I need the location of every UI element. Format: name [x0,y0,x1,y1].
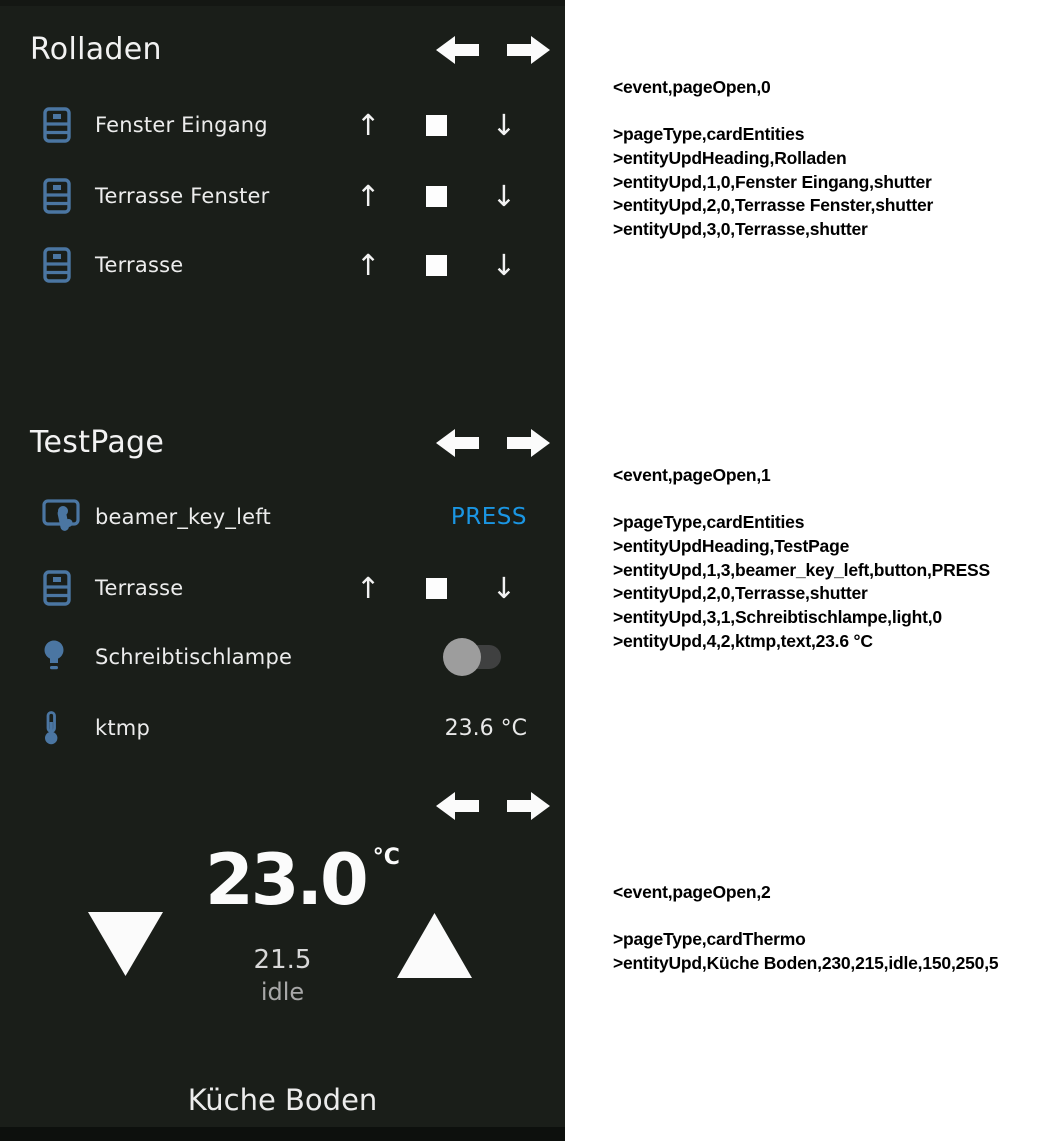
protocol-line [613,488,1043,512]
gesture-tap-button-icon [30,497,95,537]
current-temperature-value: 23.0 [205,839,366,921]
protocol-line: >entityUpd,4,2,ktmp,text,23.6 °C [613,630,873,651]
shutter-up-button[interactable]: ↑ [356,107,381,142]
shutter-stop-button[interactable] [426,578,447,599]
entity-label: Fenster Eingang [95,113,268,137]
screen-top-edge [0,0,565,6]
shutter-down-button[interactable]: ↓ [491,178,516,213]
hvac-state: idle [260,978,305,1006]
temperature-unit: °C [372,845,400,870]
protocol-line: >pageType,cardEntities [613,124,805,145]
nav-arrow-right-icon[interactable] [507,791,551,821]
entity-row [30,103,540,147]
shutter-stop-button[interactable] [426,115,447,136]
protocol-line: >entityUpd,3,1,Schreibtischlampe,light,0 [613,607,942,628]
nav-arrow-left-icon[interactable] [435,35,479,65]
shutter-up-button[interactable]: ↑ [356,570,381,605]
light-toggle-switch[interactable] [444,645,501,669]
protocol-block-page1 [613,464,1043,654]
entity-row [30,174,540,218]
protocol-line: >entityUpd,3,0,Terrasse,shutter [613,219,868,240]
protocol-line: <event,pageOpen,0 [613,77,771,97]
screen-bottom-edge [0,1127,565,1141]
shutter-up-button[interactable]: ↑ [356,178,381,213]
protocol-line: >entityUpdHeading,TestPage [613,536,850,557]
sensor-value: 23.6 °C [444,715,527,741]
window-shutter-icon [30,177,95,215]
current-temperature [205,839,400,921]
entity-row [30,495,540,539]
page-title: TestPage [30,425,165,460]
protocol-block-page0 [613,76,1043,242]
target-temperature: 21.5 [253,945,312,975]
page-title: Rolladen [30,32,162,67]
window-shutter-icon [30,569,95,607]
entity-row [30,243,540,287]
shutter-down-button[interactable]: ↓ [491,570,516,605]
entity-row [30,635,540,679]
nav-arrow-left-icon[interactable] [435,428,479,458]
protocol-line: >entityUpd,2,0,Terrasse Fenster,shutter [613,195,934,216]
entity-label: Schreibtischlampe [95,645,293,669]
protocol-line: >pageType,cardEntities [613,512,805,533]
protocol-line: >entityUpd,2,0,Terrasse,shutter [613,583,868,604]
thermometer-icon [30,710,95,746]
thermostat-entity-name: Küche Boden [187,1083,378,1117]
light-bulb-icon [30,639,95,675]
page-nav [435,35,551,65]
entity-label: beamer_key_left [95,505,271,529]
window-shutter-icon [30,106,95,144]
protocol-line: <event,pageOpen,2 [613,882,771,902]
entity-label: Terrasse Fenster [95,184,270,208]
entity-label: Terrasse [95,576,184,600]
protocol-line [613,905,1043,929]
shutter-stop-button[interactable] [426,255,447,276]
protocol-line [613,100,1043,124]
protocol-line: >pageType,cardThermo [613,929,806,950]
protocol-line: >entityUpd,Küche Boden,230,215,idle,150,250,5 [613,953,999,974]
page-nav [435,791,551,821]
shutter-down-button[interactable]: ↓ [491,247,516,282]
shutter-up-button[interactable]: ↑ [356,247,381,282]
shutter-stop-button[interactable] [426,186,447,207]
protocol-line: >entityUpdHeading,Rolladen [613,148,847,169]
protocol-line: <event,pageOpen,1 [613,465,771,485]
toggle-knob [443,638,481,676]
nav-arrow-left-icon[interactable] [435,791,479,821]
entity-label: ktmp [95,716,150,740]
entity-label: Terrasse [95,253,184,277]
nav-arrow-right-icon[interactable] [507,428,551,458]
page-nav [435,428,551,458]
protocol-block-page2 [613,881,1043,976]
press-button[interactable]: PRESS [450,504,527,530]
shutter-down-button[interactable]: ↓ [491,107,516,142]
protocol-line: >entityUpd,1,0,Fenster Eingang,shutter [613,171,932,192]
entity-row [30,566,540,610]
protocol-line: >entityUpd,1,3,beamer_key_left,button,PRESS [613,559,990,580]
nav-arrow-right-icon[interactable] [507,35,551,65]
window-shutter-icon [30,246,95,284]
entity-row [30,706,540,750]
